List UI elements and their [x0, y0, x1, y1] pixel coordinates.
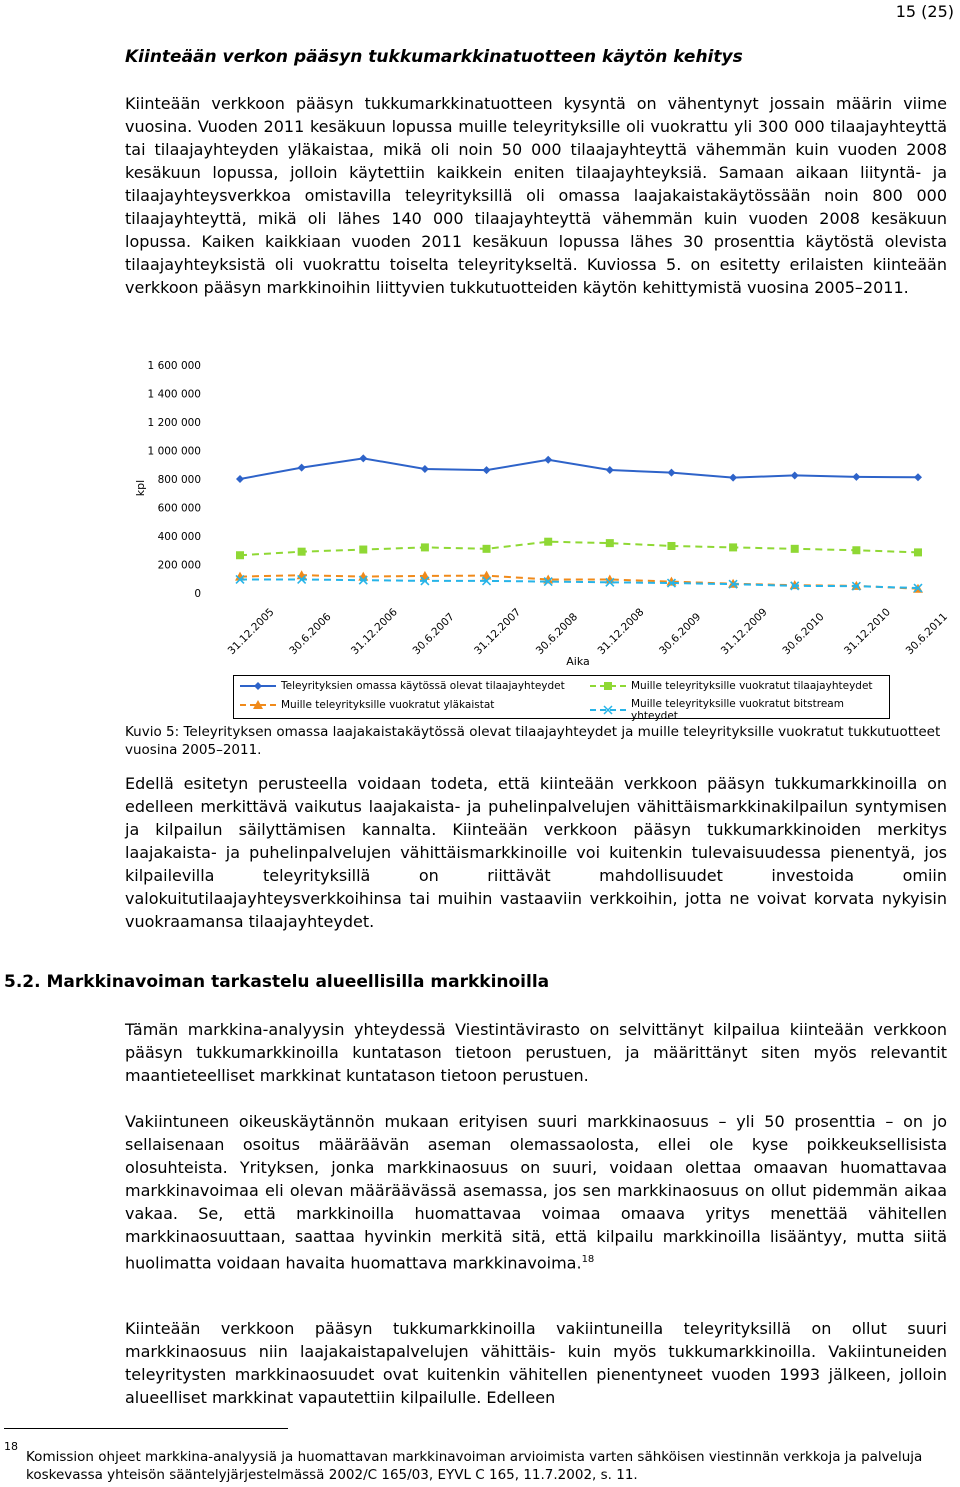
x-tick-label: 30.6.2010: [780, 610, 827, 658]
y-tick-label: 1 600 000: [147, 360, 201, 372]
figure-caption: Kuvio 5: Teleyrityksen omassa laajakaistakäytössä olevat tilaajayhteydet ja muille teleyrityksille vuokratut tukkutuotteet vuosina 2005–2011.: [125, 724, 941, 758]
x-tick-label: 31.12.2009: [718, 606, 770, 658]
x-tick-label: 31.12.2005: [225, 606, 277, 658]
paragraph-1: Kiinteään verkkoon pääsyn tukkumarkkinatuotteen kysyntä on vähentynyt jossain määrin viime vuosina. Vuoden 2011 kesäkuun lopussa muille teleyrityksille oli vuokrattu yli 300 000 tilaajayhteyttä tai tilaajayhteyden yläkaistaa, mikä oli noin 50 000 tilaajayhteyttä vähemmän kuin vuoden 2008 kesäkuun lopussa, jolloin käytettiin kaikkein eniten tilaajayhteyksiä. Samaan aikaan liityntä- ja tilaajayhteysverkkoa omistavilla teleyrityksillä oli omassa laajakaistakäytössään noin 800 000 tilaajayhteyttä, mikä oli lähes 140 000 tilaajayhteyttä vähemmän kuin vuoden 2008 kesäkuun lopussa. Kaiken kaikkiaan vuoden 2011 kesäkuun lopussa lähes 30 prosenttia käytöstä olevista tilaajayhteyksistä oli vuokrattu toiselta teleyritykseltä. Kuviossa 5. on esitetty erilaisten kiinteään verkkoon pääsyn markkinoihin liittyvien tukkutuotteiden käytön kehittymistä vuosina 2005–2011.: [125, 94, 947, 297]
data-point: [483, 466, 491, 474]
data-point: [421, 465, 429, 473]
legend-swatch-icon: [240, 698, 276, 712]
x-tick-label: 31.12.2008: [595, 606, 647, 658]
legend-item: [240, 679, 565, 693]
data-point: [791, 545, 799, 553]
data-point: [914, 473, 922, 481]
data-point: [544, 456, 552, 464]
y-tick-label: 1 400 000: [147, 388, 201, 401]
data-point: [791, 471, 799, 479]
x-tick-label: 31.12.2007: [472, 606, 524, 658]
legend-label: Muille teleyrityksille vuokratut yläkaistat: [281, 699, 495, 711]
series-line: [240, 542, 918, 556]
footnote-divider: [4, 1428, 288, 1429]
data-point: [852, 546, 860, 554]
y-tick-label: 200 000: [157, 559, 201, 572]
data-point: [236, 475, 244, 483]
chart-legend: [233, 675, 890, 722]
data-point: [483, 545, 491, 553]
data-point: [359, 546, 367, 554]
data-point: [606, 466, 614, 474]
subsection-heading: 5.2. Markkinavoiman tarkastelu alueellisilla markkinoilla: [4, 972, 550, 992]
footnote-text: Komission ohjeet markkina-analyysiä ja huomattavan markkinavoiman arvioimista varten sähköisen viestinnän verkkoja ja palveluja koskevassa yhteisön sääntelyjärjestelmässä 2002/C 165/03, EYVL C 165, 11.7.2002, s. 11.: [26, 1449, 923, 1483]
data-point: [298, 548, 306, 556]
data-point: [667, 469, 675, 477]
data-point: [236, 551, 244, 559]
paragraph-5: Kiinteään verkkoon pääsyn tukkumarkkinoilla vakiintuneilla teleyrityksillä on ollut suuri markkinaosuus niin laajakaistapalvelujen vähittäis- kuin myös tukkumarkkinoilla. Vakiintuneiden teleyritysten markkinaosuudet ovat kuitenkin vähitellen pienentyneet vuoden 1993 jälkeen, jolloin alueelliset markkinat vapautettiin kilpailulle. Edelleen: [125, 1319, 947, 1407]
legend-swatch-icon: [240, 679, 276, 693]
x-tick-label: 30.6.2008: [533, 610, 581, 658]
y-tick-label: 800 000: [157, 474, 201, 486]
legend-label: Muille teleyrityksille vuokratut bitstream yhteydet: [631, 698, 844, 722]
y-tick-label: 1 000 000: [147, 445, 201, 458]
data-point: [729, 474, 737, 482]
footnote-reference[interactable]: 18: [581, 1254, 595, 1265]
line-chart: [0, 350, 960, 722]
y-tick-label: 1 200 000: [147, 417, 201, 429]
legend-swatch-icon: [590, 703, 626, 717]
data-point: [359, 454, 367, 462]
data-point: [606, 539, 614, 547]
series-line: [240, 579, 918, 588]
section-heading: Kiinteään verkon pääsyn tukkumarkkinatuotteen käytön kehitys: [125, 47, 743, 67]
legend-label: Muille teleyrityksille vuokratut tilaajayhteydet: [631, 680, 873, 692]
y-tick-label: 600 000: [157, 502, 201, 515]
paragraph-3: Tämän markkina-analyysin yhteydessä Viestintävirasto on selvittänyt kilpailua kiinteään verkkoon pääsyn tukkumarkkinoilla kuntatason tietoon perustuen, ja määrittänyt siten myös relevantit maantieteelliset markkinat kuntatason tietoon perustuen.: [125, 1020, 947, 1085]
paragraph-4-text: Vakiintuneen oikeuskäytännön mukaan erityisen suuri markkinaosuus – yli 50 prosenttia – on jo sellaisenaan osoitus määräävän aseman olemassaolosta, ellei ole kyse poikkeuksellisista olosuhteista. Yrityksen, jonka markkinaosuus on suuri, voidaan olettaa omaavan huomattavaa markkinavoimaa eli olevan määräävässä asemassa, jos sen markkinaosuus on ollut pidemmän aikaa vakaa. Se, että markkinoilla huomattavaa voimaa omaava yritys menettää vähitellen markkinaosuuttaan, saattaa hyvinkin merkitä sitä, että kilpailu markkinoilla lisääntyy, mutta siitä huolimatta voidaan havaita huomattava markkinavoima.: [125, 1112, 947, 1273]
y-tick-label: 400 000: [157, 531, 201, 543]
y-axis-label: kpl: [134, 479, 147, 497]
legend-swatch-icon: [590, 679, 626, 693]
data-point: [298, 464, 306, 472]
x-tick-label: 31.12.2006: [348, 606, 400, 658]
data-point: [667, 542, 675, 550]
y-tick-label: 0: [194, 588, 201, 600]
legend-label: Teleyrityksien omassa käytössä olevat tilaajayhteydet: [281, 680, 565, 692]
x-tick-label: 31.12.2010: [841, 606, 893, 658]
legend-item: [590, 679, 873, 693]
x-tick-label: 30.6.2009: [657, 610, 704, 658]
x-tick-label: 30.6.2006: [287, 610, 334, 658]
data-point: [914, 548, 922, 556]
data-point: [729, 543, 737, 551]
paragraph-2: Edellä esitetyn perusteella voidaan todeta, että kiinteään verkkoon pääsyn tukkumarkkinoilla on edelleen merkittävä vaikutus laajakaista- ja puhelinpalvelujen vähittäismarkkinakilpailun syntymisen ja kilpailun säilyttämisen kannalta. Kiinteään verkkoon pääsyn tukkumarkkinoiden merkitys laajakaista- ja puhelinpalvelujen vähittäismarkkinoille voi kuitenkin tulevaisuudessa pienentyä, jos kilpailevilla teleyrityksillä on riittävät mahdollisuudet investoida omiin valokuitutilaajayhteysverkkoihinsa tai muihin vastaaviin verkkoihin, jotta ne voivat korvata nykyisin vuokraamansa tilaajayhteydet.: [125, 774, 947, 931]
data-point: [421, 543, 429, 551]
series-line: [240, 458, 918, 479]
footnote-number: 18: [4, 1440, 18, 1453]
data-point: [544, 538, 552, 546]
x-tick-label: 30.6.2007: [410, 610, 457, 658]
page-number: 15 (25): [895, 2, 954, 21]
legend-item: [590, 698, 889, 722]
x-axis-label: Aika: [566, 655, 590, 668]
paragraph-4: [125, 1110, 947, 1274]
x-tick-label: 30.6.2011: [903, 610, 950, 658]
data-point: [852, 473, 860, 481]
legend-item: [240, 698, 494, 712]
